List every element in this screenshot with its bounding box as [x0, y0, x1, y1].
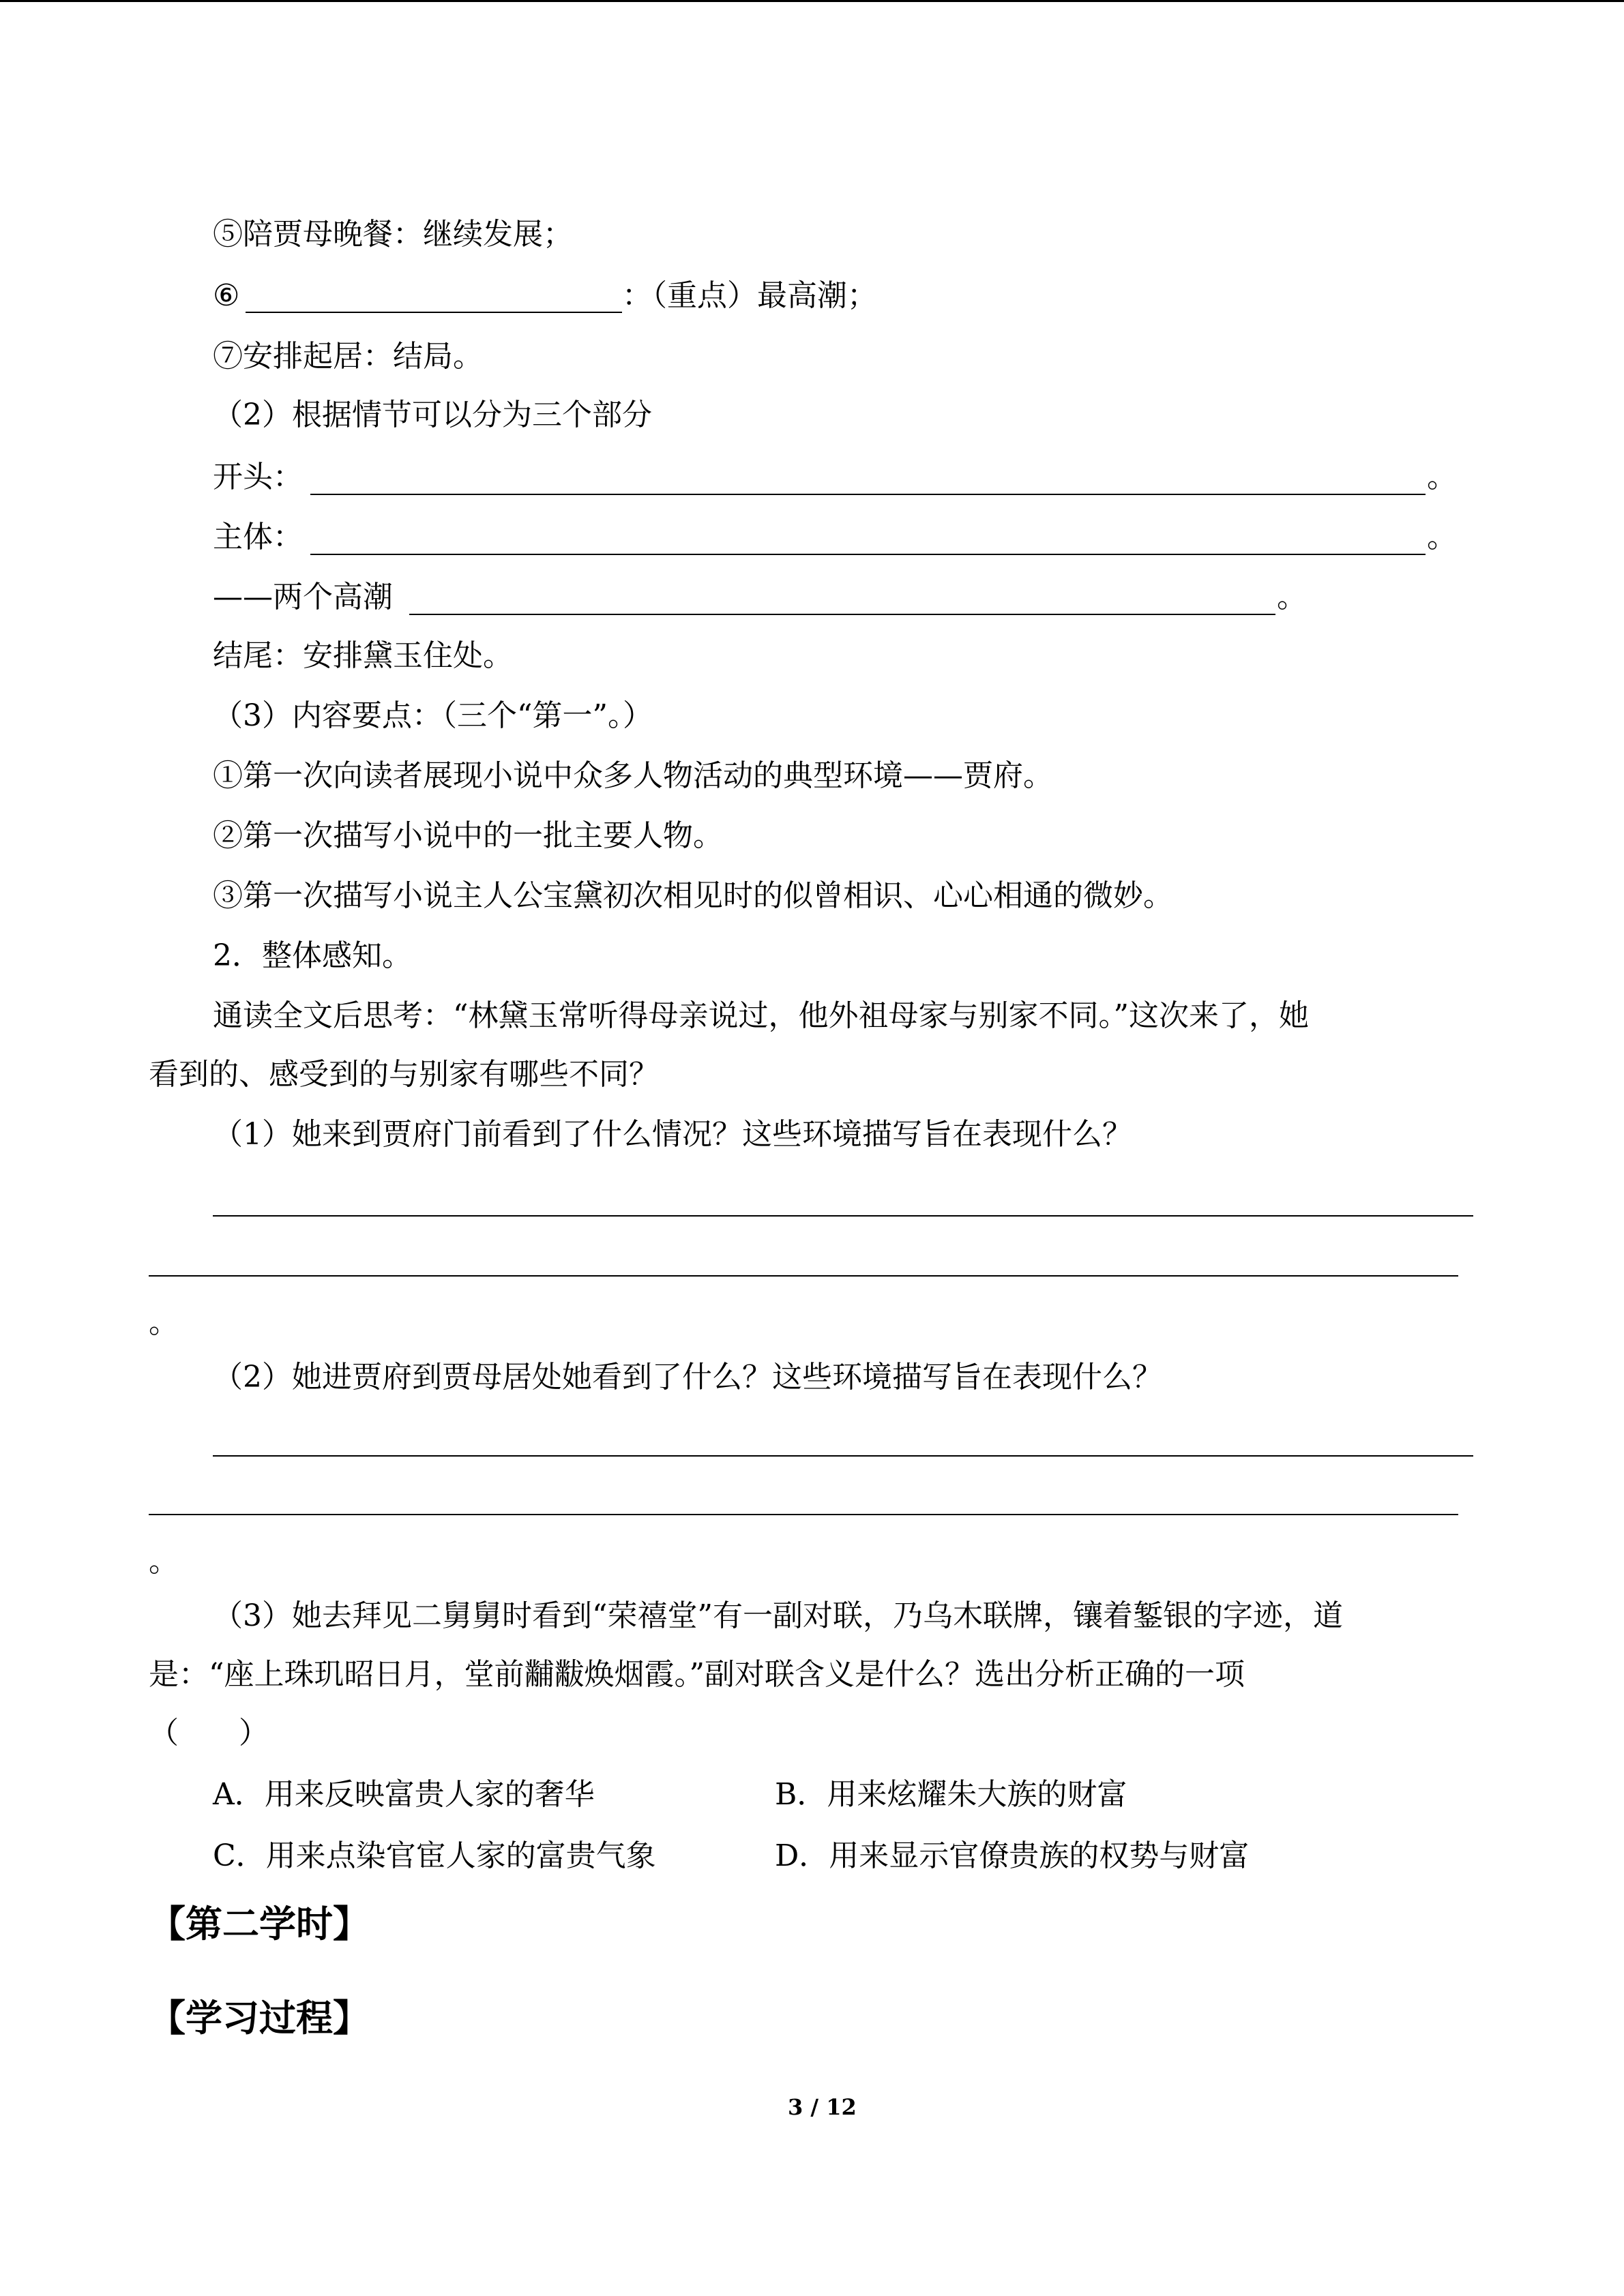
content-point-3: ③第一次描写小说主人公宝黛初次相见时的似曾相识、心心相通的微妙。	[213, 878, 1173, 913]
question-2: （2）她进贾府到贾母居处她看到了什么？这些环境描写旨在表现什么？	[213, 1360, 1162, 1395]
step-6-prefix: ⑥	[213, 278, 240, 313]
opening-period: 。	[1427, 460, 1457, 494]
option-c[interactable]: C．用来点染官宦人家的富贵气象	[213, 1838, 656, 1873]
step-6-blank[interactable]	[246, 312, 622, 313]
question-1: （1）她来到贾府门前看到了什么情况？这些环境描写旨在表现什么？	[213, 1117, 1132, 1152]
second-period-heading: 【第二学时】	[149, 1903, 370, 1945]
content-point-2: ②第一次描写小说中的一批主要人物。	[213, 818, 723, 853]
question-3-line-1: （3）她去拜见二舅舅时看到“荣禧堂”有一副对联，乃乌木联牌，镶着錾银的字迹，道	[213, 1598, 1343, 1633]
question-2-answer-line-1[interactable]	[213, 1455, 1473, 1457]
overall-prompt-line-1: 通读全文后思考：“林黛玉常听得母亲说过，他外祖母家与别家不同。”这次来了，她	[213, 998, 1309, 1033]
page-top-border	[0, 0, 1624, 2]
option-b[interactable]: B．用来炫耀朱大族的财富	[775, 1777, 1127, 1812]
learning-process-heading: 【学习过程】	[149, 1997, 370, 2040]
page-number: 3 / 12	[788, 2094, 857, 2120]
sections-heading: （2）根据情节可以分为三个部分	[213, 398, 652, 432]
step-6-suffix: ：（重点）最高潮；	[622, 278, 877, 313]
climax-blank[interactable]	[409, 614, 1275, 615]
question-1-period: 。	[149, 1305, 179, 1340]
question-2-period: 。	[149, 1544, 179, 1579]
body-label: 主体：	[213, 520, 303, 554]
body-blank[interactable]	[310, 554, 1426, 555]
answer-parentheses[interactable]: （ ）	[149, 1716, 269, 1750]
option-a[interactable]: A．用来反映富贵人家的奢华	[213, 1777, 595, 1812]
overall-heading: 2．整体感知。	[213, 938, 412, 973]
climax-period: 。	[1277, 580, 1307, 614]
climax-label: ——两个高潮	[213, 580, 393, 614]
step-7: ⑦安排起居：结局。	[213, 339, 483, 374]
overall-prompt-line-2: 看到的、感受到的与别家有哪些不同？	[149, 1057, 659, 1092]
body-period: 。	[1427, 520, 1457, 554]
opening-blank[interactable]	[310, 494, 1426, 495]
step-5: ⑤陪贾母晚餐：继续发展；	[213, 217, 573, 252]
question-3-line-2: 是：“座上珠玑昭日月，堂前黼黻焕烟霞。”副对联含义是什么？选出分析正确的一项	[149, 1657, 1245, 1692]
content-point-1: ①第一次向读者展现小说中众多人物活动的典型环境——贾府。	[213, 758, 1053, 793]
opening-label: 开头：	[213, 460, 303, 494]
question-1-answer-line-1[interactable]	[213, 1215, 1473, 1217]
question-2-answer-line-2[interactable]	[149, 1514, 1458, 1515]
question-1-answer-line-2[interactable]	[149, 1275, 1458, 1277]
content-points-heading: （3）内容要点：（三个“第一”。）	[213, 698, 653, 733]
ending-line: 结尾：安排黛玉住处。	[213, 638, 513, 673]
option-d[interactable]: D．用来显示官僚贵族的权势与财富	[775, 1838, 1250, 1873]
